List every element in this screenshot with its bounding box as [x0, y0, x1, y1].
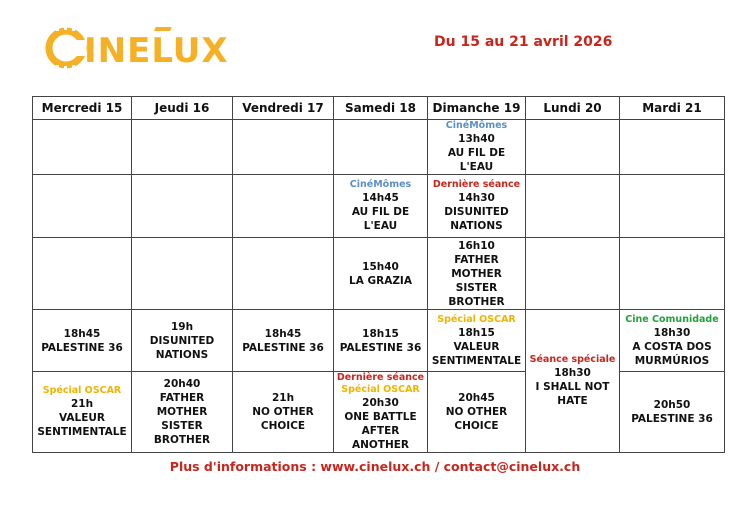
show-time: 20h50: [653, 399, 691, 411]
film-title: I SHALL NOT: [535, 381, 610, 393]
oscar-special-tag: Spécial OSCAR: [341, 384, 420, 395]
show-time: 14h45: [362, 192, 399, 204]
empty-cell: [233, 120, 334, 175]
film-title: AFTER ANOTHER: [351, 425, 410, 451]
showtime-cell[interactable]: [33, 310, 132, 372]
day-header: Mardi 21: [620, 97, 725, 120]
empty-cell: [132, 175, 233, 238]
film-title: SISTER BROTHER: [448, 281, 505, 308]
film-title: A COSTA DOS: [632, 340, 712, 353]
cine-comunidade-tag: Cine Comunidade: [625, 313, 719, 325]
show-time: 19h: [170, 320, 194, 333]
last-screening-tag: Dernière séance: [432, 179, 521, 190]
film-title: MURMÚRIOS: [634, 354, 710, 367]
day-header-row: [33, 97, 725, 120]
showtime-cell[interactable]: [620, 372, 725, 453]
last-screening-tag: Dernière séance: [336, 372, 425, 383]
day-header: Vendredi 17: [233, 97, 334, 120]
film-title: NO OTHER: [252, 406, 314, 418]
empty-cell: [526, 238, 620, 310]
table-row: [33, 175, 725, 238]
showtime-cell[interactable]: [334, 372, 428, 453]
film-title: LA GRAZIA: [349, 274, 412, 287]
film-title: FATHER MOTHER: [451, 253, 502, 280]
empty-cell: [620, 175, 725, 238]
oscar-special-tag: Spécial OSCAR: [42, 385, 122, 396]
showtime-cell[interactable]: [334, 175, 428, 238]
showtime-cell[interactable]: [428, 175, 526, 238]
film-title: PALESTINE 36: [242, 341, 324, 354]
special-screening-tag: Séance spéciale: [529, 354, 616, 365]
table-row: [33, 238, 725, 310]
show-time: 18h45: [63, 327, 101, 340]
day-header: Jeudi 16: [132, 97, 233, 120]
film-title: VALEUR: [453, 340, 500, 353]
cinelux-logo: [44, 26, 234, 70]
empty-cell: [620, 238, 725, 310]
film-title: VALEUR: [58, 412, 105, 424]
film-title: NATIONS: [155, 348, 209, 361]
show-time: 13h40: [458, 133, 495, 145]
show-time: 18h30: [653, 326, 691, 339]
day-header: Samedi 18: [334, 97, 428, 120]
empty-cell: [132, 120, 233, 175]
showtime-cell[interactable]: [233, 310, 334, 372]
empty-cell: [33, 238, 132, 310]
film-title: PALESTINE 36: [631, 413, 713, 425]
film-title: ONE BATTLE: [344, 411, 417, 423]
empty-cell: [233, 175, 334, 238]
film-title: DISUNITED: [149, 334, 215, 347]
film-title: SENTIMENTALE: [37, 426, 127, 438]
table-row: [33, 372, 725, 453]
show-time: 18h15: [458, 326, 495, 339]
showtime-cell[interactable]: [526, 310, 620, 453]
show-time: 20h40: [163, 378, 201, 390]
film-title: CHOICE: [260, 420, 306, 432]
day-header: Lundi 20: [526, 97, 620, 120]
film-title: DISUNITED: [444, 206, 509, 218]
show-time: 14h30: [458, 192, 495, 204]
empty-cell: [526, 120, 620, 175]
film-title: SISTER BROTHER: [153, 420, 211, 446]
empty-cell: [33, 120, 132, 175]
film-title: NO OTHER: [445, 406, 508, 418]
schedule-table: [32, 96, 725, 453]
empty-cell: [233, 238, 334, 310]
showtime-cell[interactable]: [428, 120, 526, 175]
film-title: AU FIL DE L'EAU: [447, 147, 506, 173]
film-title: FATHER MOTHER: [156, 392, 208, 418]
film-title: PALESTINE 36: [41, 341, 123, 354]
cinemomes-tag: CinéMômes: [349, 179, 412, 190]
show-time: 16h10: [458, 239, 495, 252]
show-time: 21h: [70, 398, 94, 410]
empty-cell: [334, 120, 428, 175]
day-header: Mercredi 15: [33, 97, 132, 120]
showtime-cell[interactable]: [233, 372, 334, 453]
table-row: [33, 310, 725, 372]
cinemomes-tag: CinéMômes: [445, 120, 508, 131]
show-time: 18h30: [554, 367, 591, 379]
period-title: Du 15 au 21 avril 2026: [434, 34, 613, 50]
empty-cell: [33, 175, 132, 238]
empty-cell: [132, 238, 233, 310]
showtime-cell[interactable]: [132, 372, 233, 453]
show-time: 21h: [271, 392, 295, 404]
film-title: SENTIMENTALE: [431, 354, 522, 367]
footer-info: Plus d'informations : www.cinelux.ch / contact@cinelux.ch: [169, 459, 581, 474]
showtime-cell[interactable]: [334, 238, 428, 310]
film-title: NATIONS: [450, 220, 503, 232]
show-time: 18h45: [264, 327, 302, 340]
showtime-cell[interactable]: [132, 310, 233, 372]
show-time: 15h40: [362, 260, 399, 273]
show-time: 20h45: [458, 392, 495, 404]
empty-cell: [526, 175, 620, 238]
oscar-special-tag: Spécial OSCAR: [437, 313, 516, 325]
svg-text:INELUX: INELUX: [84, 31, 229, 70]
showtime-cell[interactable]: [334, 310, 428, 372]
showtime-cell[interactable]: [33, 372, 132, 453]
empty-cell: [620, 120, 725, 175]
show-time: 20h30: [362, 397, 399, 409]
showtime-cell[interactable]: [428, 372, 526, 453]
film-title: HATE: [557, 395, 588, 407]
table-row: [33, 120, 725, 175]
film-title: PALESTINE 36: [339, 341, 422, 354]
film-title: AU FIL DE L'EAU: [351, 206, 410, 232]
showtime-cell[interactable]: [428, 238, 526, 310]
showtime-cell[interactable]: [428, 310, 526, 372]
showtime-cell[interactable]: [620, 310, 725, 372]
day-header: Dimanche 19: [428, 97, 526, 120]
film-title: CHOICE: [454, 420, 499, 432]
show-time: 18h15: [362, 327, 399, 340]
